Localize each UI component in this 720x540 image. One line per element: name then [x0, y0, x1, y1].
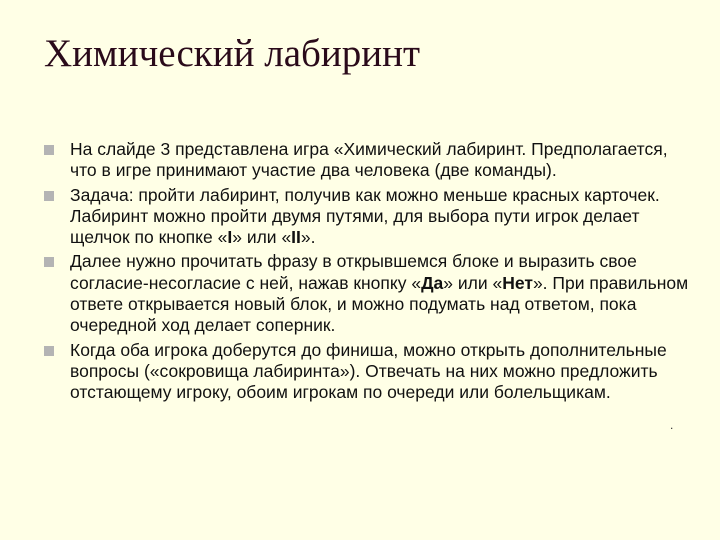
- bullet-list: [44, 139, 694, 407]
- bullet-item-answer: [44, 251, 694, 336]
- choice-i-label: I: [227, 227, 233, 248]
- no-button-label: Нет: [502, 272, 533, 293]
- bullet-text-mid: » или «: [443, 272, 503, 293]
- bullet-item-task: [44, 185, 694, 249]
- square-bullet-icon: [44, 145, 54, 155]
- bullet-text: На слайде 3 представлена игра «Химический лабиринт. Предполагается, что в игре принимают участие два человека (две команды).: [70, 139, 668, 181]
- bullet-item-intro: [44, 139, 694, 182]
- bullet-text-end: ».: [300, 227, 316, 248]
- square-bullet-icon: [44, 191, 54, 201]
- yes-button-label: Да: [421, 272, 444, 293]
- slide-title: Химический лабиринт: [44, 32, 421, 75]
- square-bullet-icon: [44, 257, 54, 267]
- bullet-text-start: Далее нужно прочитать фразу в открывшемся блоке и выразить свое согласие-несогласие с ней, нажав кнопку «: [70, 251, 637, 293]
- square-bullet-icon: [44, 346, 54, 356]
- bullet-text-mid: » или «: [232, 227, 292, 248]
- bullet-text-start: Задача: пройти лабиринт, получив как можно меньше красных карточек. Лабиринт можно пройти двумя путями, для выбора пути игрок делает щелчок по кнопке «: [70, 184, 660, 248]
- bullet-text-end: ». При правильном ответе открывается новый блок, и можно подумать над ответом, пока очередной ход делает соперник.: [70, 272, 689, 336]
- footer-mark: .: [670, 418, 674, 432]
- choice-ii-label: II: [291, 227, 301, 248]
- bullet-text: Когда оба игрока доберутся до финиша, можно открыть дополнительные вопросы («сокровища лабиринта»). Отвечать на них можно предложить отстающему игроку, обоим игрокам по очереди или болельщикам.: [70, 339, 667, 403]
- bullet-item-finish: [44, 340, 694, 404]
